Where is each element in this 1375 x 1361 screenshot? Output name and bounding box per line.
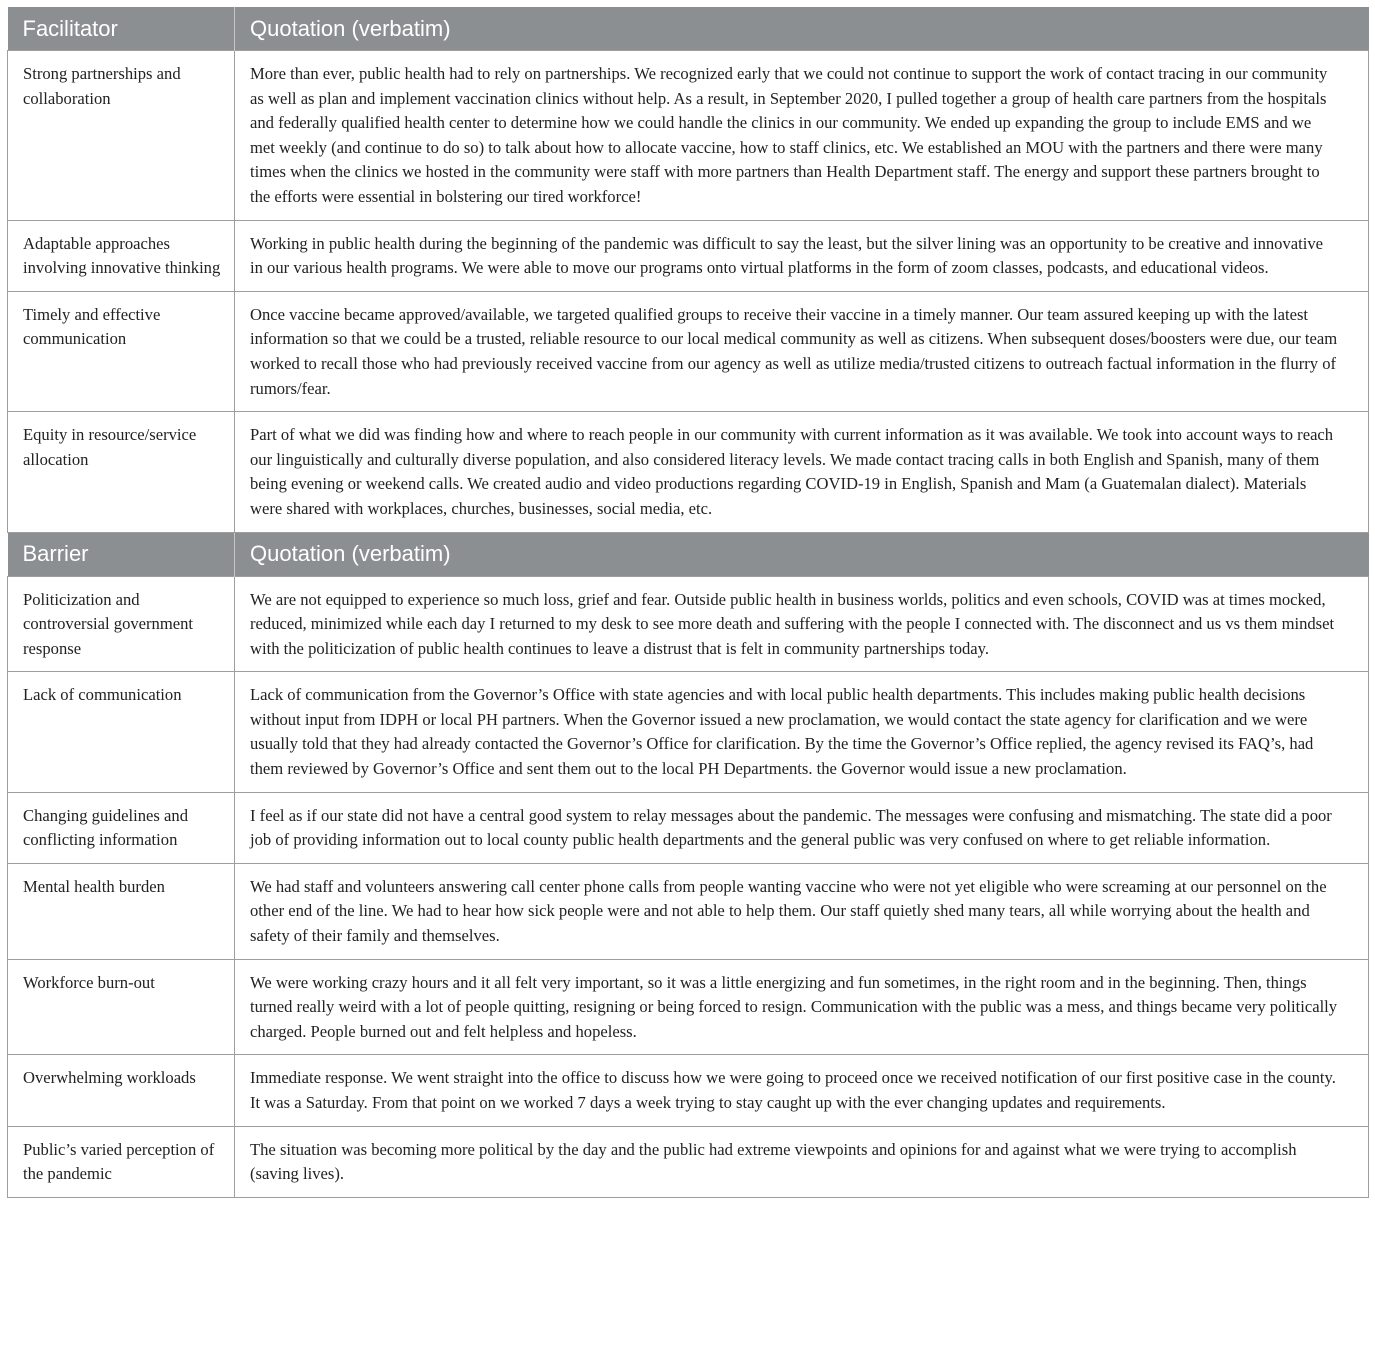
table-row: [8, 792, 1369, 863]
row-quote: Lack of communication from the Governor’s Office with state agencies and with local public health departments. This includes making public health decisions without input from IDPH or local PH partners. When the Governor issued a new proclamation, we would contact the state agency for clarification and we were usually told that they had already contacted the Governor’s Office for clarification. By the time the Governor’s Office replied, the agency revised its FAQ’s, had them reviewed by Governor’s Office and sent them out to the local PH Departments. the Governor would issue a new proclamation.: [235, 672, 1369, 792]
quotations-table: [7, 7, 1369, 1198]
table-row: [8, 863, 1369, 959]
row-quote: I feel as if our state did not have a central good system to relay messages about the pandemic. The messages were confusing and mismatching. The state did a poor job of providing information out to local county public health departments and the general public was very confused on where to get reliable information.: [235, 792, 1369, 863]
row-quote: The situation was becoming more political by the day and the public had extreme viewpoints and opinions for and against what we were trying to accomplish (saving lives).: [235, 1126, 1369, 1197]
row-quote: Once vaccine became approved/available, we targeted qualified groups to receive their vaccine in a timely manner. Our team assured keeping up with the latest information so that we could be a trusted, reliable resource to our local medical community as well as citizens. When subsequent doses/boosters were due, our team worked to recall those who had previously received vaccine from our agency as well as utilize media/trusted citizens to outreach factual information in the flurry of rumors/fear.: [235, 291, 1369, 411]
row-label: Overwhelming workloads: [8, 1055, 235, 1126]
quotation-header: Quotation (verbatim): [235, 532, 1369, 576]
quotation-header: Quotation (verbatim): [235, 7, 1369, 51]
row-label: Adaptable approaches involving innovative thinking: [8, 220, 235, 291]
row-label: Equity in resource/service allocation: [8, 412, 235, 532]
table-row: [8, 51, 1369, 221]
table-row: [8, 220, 1369, 291]
table-row: [8, 959, 1369, 1055]
row-quote: We are not equipped to experience so much loss, grief and fear. Outside public health in business worlds, politics and even schools, COVID was at times mocked, reduced, minimized while each day I returned to my desk to see more death and suffering with the people I connected with. The disconnect and us vs them mindset with the politicization of public health continues to leave a distrust that is felt in community partnerships today.: [235, 576, 1369, 672]
row-quote: We were working crazy hours and it all felt very important, so it was a little energizing and fun sometimes, in the right room and in the beginning. Then, things turned really weird with a lot of people quitting, resigning or being forced to resign. Communication with the public was a mess, and things became very politically charged. People burned out and felt helpless and hopeless.: [235, 959, 1369, 1055]
row-label: Workforce burn-out: [8, 959, 235, 1055]
row-label: Public’s varied perception of the pandemic: [8, 1126, 235, 1197]
row-label: Mental health burden: [8, 863, 235, 959]
barrier-header: Barrier: [8, 532, 235, 576]
table-row: [8, 1055, 1369, 1126]
facilitator-header-row: [8, 7, 1369, 51]
row-label: Timely and effective communication: [8, 291, 235, 411]
table-row: [8, 291, 1369, 411]
row-label: Changing guidelines and conflicting information: [8, 792, 235, 863]
row-quote: Working in public health during the beginning of the pandemic was difficult to say the least, but the silver lining was an opportunity to be creative and innovative in our various health programs. We were able to move our programs onto virtual platforms in the form of zoom classes, podcasts, and educational videos.: [235, 220, 1369, 291]
row-label: Lack of communication: [8, 672, 235, 792]
table-row: [8, 412, 1369, 532]
row-quote: More than ever, public health had to rely on partnerships. We recognized early that we could not continue to support the work of contact tracing in our community as well as plan and implement vaccination clinics without help. As a result, in September 2020, I pulled together a group of health care partners from the hospitals and federally qualified health center to determine how we could handle the clinics in our community. We ended up expanding the group to include EMS and we met weekly (and continue to do so) to talk about how to allocate vaccine, how to staff clinics, etc. We established an MOU with the partners and there were many times when the clinics we hosted in the community were staff with more partners than Health Department staff. The energy and support these partners brought to the efforts were essential in bolstering our tired workforce!: [235, 51, 1369, 221]
row-label: Politicization and controversial government response: [8, 576, 235, 672]
facilitator-header: Facilitator: [8, 7, 235, 51]
row-quote: Immediate response. We went straight into the office to discuss how we were going to proceed once we received notification of our first positive case in the county. It was a Saturday. From that point on we worked 7 days a week trying to stay caught up with the ever changing updates and requirements.: [235, 1055, 1369, 1126]
table-row: [8, 576, 1369, 672]
row-quote: We had staff and volunteers answering call center phone calls from people wanting vaccine who were not yet eligible who were screaming at our personnel on the other end of the line. We had to hear how sick people were and not able to help them. Our staff quietly shed many tears, all while worrying about the health and safety of their family and themselves.: [235, 863, 1369, 959]
barrier-header-row: [8, 532, 1369, 576]
row-label: Strong partnerships and collaboration: [8, 51, 235, 221]
row-quote: Part of what we did was finding how and where to reach people in our community with current information as it was available. We took into account ways to reach our linguistically and culturally diverse population, and also considered literacy levels. We made contact tracing calls in both English and Spanish, many of them being evening or weekend calls. We created audio and video productions regarding COVID-19 in English, Spanish and Mam (a Guatemalan dialect). Materials were shared with workplaces, churches, businesses, social media, etc.: [235, 412, 1369, 532]
table-row: [8, 672, 1369, 792]
table-row: [8, 1126, 1369, 1197]
